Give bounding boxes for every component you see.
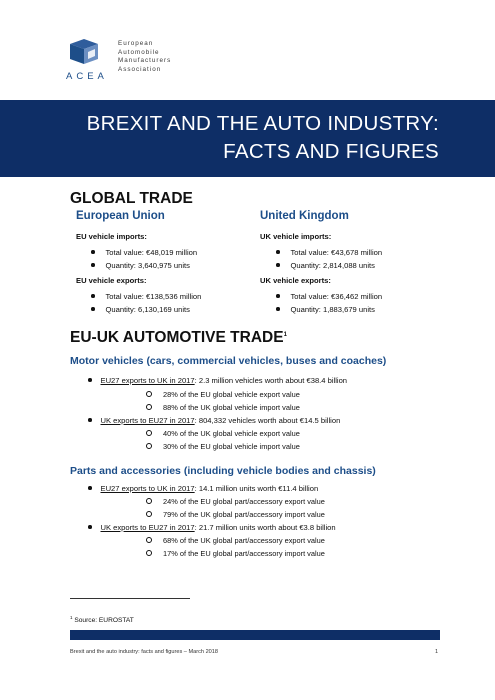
list-subitem: 17% of the EU global part/accessory import value	[146, 549, 325, 558]
eu-uk-trade-heading: EU-UK AUTOMOTIVE TRADE$^1$	[70, 329, 287, 346]
global-trade-heading: GLOBAL TRADE	[70, 190, 193, 207]
bullet-icon	[276, 294, 280, 298]
eu-exports-label: EU vehicle exports:	[76, 276, 147, 285]
parts-accessories-heading: Parts and accessories (including vehicle bodies and chassis)	[70, 465, 376, 477]
circle-bullet-icon	[146, 430, 152, 436]
list-item: EU27 exports to UK in 2017: 2.3 million vehicles worth about €38.4 billion	[88, 376, 347, 385]
document-title	[87, 110, 439, 166]
org-name-line: Manufacturers	[118, 57, 172, 64]
uk-exports-label: UK vehicle exports:	[260, 276, 331, 285]
uk-exports-link[interactable]: UK exports to EU27 in 2017	[100, 416, 195, 425]
title-line-2: FACTS AND FIGURES	[223, 140, 439, 163]
list-item: Total value: €48,019 million	[91, 248, 197, 257]
footnote-divider	[70, 598, 190, 599]
eu27-exports-link[interactable]: EU27 exports to UK in 2017	[100, 376, 195, 385]
footnote-ref[interactable]: 1	[283, 331, 287, 338]
list-subitem: 88% of the UK global vehicle import value	[146, 403, 300, 412]
list-item: UK exports to EU27 in 2017: 21.7 million units worth about €3.8 billion	[88, 523, 336, 532]
list-item: Total value: €43,678 million	[276, 248, 382, 257]
list-item: UK exports to EU27 in 2017: 804,332 vehicles worth about €14.5 billion	[88, 416, 340, 425]
list-subitem: 40% of the UK global vehicle export value	[146, 429, 300, 438]
footer-text: Brexit and the auto industry: facts and figures – March 2018	[70, 649, 219, 655]
list-subitem: 28% of the EU global vehicle export value	[146, 390, 300, 399]
list-subitem: 30% of the EU global vehicle import value	[146, 442, 300, 451]
list-item: EU27 exports to UK in 2017: 14.1 million units worth €11.4 billion	[88, 484, 318, 493]
bullet-icon	[276, 307, 280, 311]
circle-bullet-icon	[146, 443, 152, 449]
bullet-icon	[88, 418, 92, 422]
circle-bullet-icon	[146, 511, 152, 517]
uk-column-title: United Kingdom	[260, 210, 349, 222]
acea-cube-icon	[62, 38, 110, 70]
eu27-exports-link[interactable]: EU27 exports to UK in 2017	[100, 484, 195, 493]
footnote: $^1$ Source: EUROSTAT	[70, 615, 134, 625]
org-name-line: Automobile	[118, 48, 160, 56]
bullet-icon	[91, 263, 95, 267]
uk-imports-label: UK vehicle imports:	[260, 232, 332, 241]
list-subitem: 68% of the UK global part/accessory export value	[146, 536, 325, 545]
org-name-line: European	[118, 40, 154, 47]
org-name	[118, 40, 171, 74]
org-name-line: Association	[118, 65, 162, 73]
list-item: Total value: €138,536 million	[91, 292, 201, 301]
bullet-icon	[88, 525, 92, 529]
circle-bullet-icon	[146, 498, 152, 504]
circle-bullet-icon	[146, 550, 152, 556]
list-subitem: 24% of the EU global part/accessory export value	[146, 497, 325, 506]
title-line-1: BREXIT AND THE AUTO INDUSTRY:	[86, 112, 439, 135]
list-item: Quantity: 1,883,679 units	[276, 305, 375, 314]
list-item: Quantity: 2,814,088 units	[276, 261, 375, 270]
list-subitem: 79% of the UK global part/accessory import value	[146, 510, 325, 519]
circle-bullet-icon	[146, 537, 152, 543]
logo-wordmark: ACEA	[66, 71, 108, 82]
bullet-icon	[276, 263, 280, 267]
bullet-icon	[88, 378, 92, 382]
list-item: Quantity: 6,130,169 units	[91, 305, 190, 314]
list-item: Total value: €36,462 million	[276, 292, 382, 301]
uk-exports-link[interactable]: UK exports to EU27 in 2017	[100, 523, 195, 532]
list-item: Quantity: 3,640,975 units	[91, 261, 190, 270]
motor-vehicles-heading: Motor vehicles (cars, commercial vehicles, buses and coaches)	[70, 355, 387, 367]
bullet-icon	[88, 486, 92, 490]
eu-column-title: European Union	[76, 210, 165, 222]
circle-bullet-icon	[146, 391, 152, 397]
footer-bar	[70, 630, 440, 640]
eu-imports-label: EU vehicle imports:	[76, 232, 147, 241]
bullet-icon	[276, 250, 280, 254]
page-number: 1	[435, 649, 439, 655]
bullet-icon	[91, 250, 95, 254]
circle-bullet-icon	[146, 404, 152, 410]
bullet-icon	[91, 307, 95, 311]
bullet-icon	[91, 294, 95, 298]
